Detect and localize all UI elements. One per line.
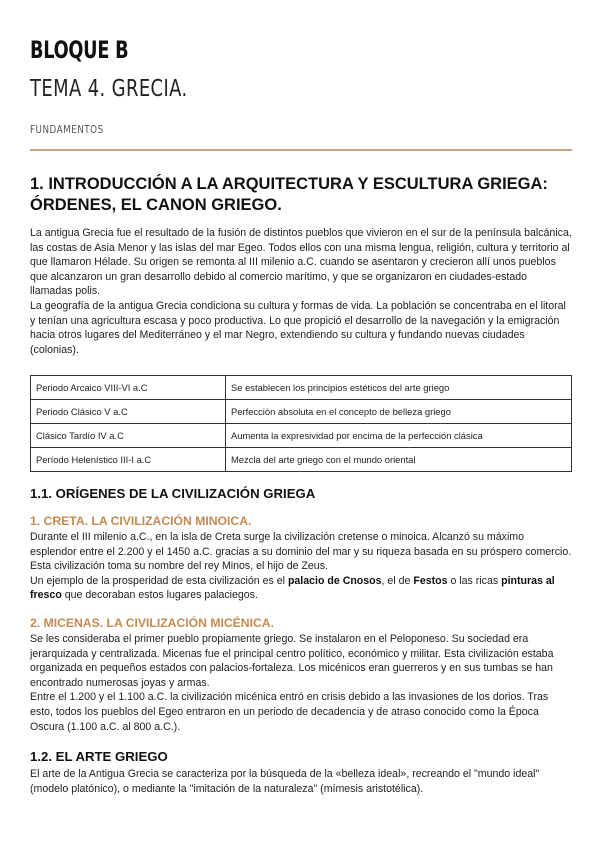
tema-title: TEMA 4. GRECIA.	[30, 76, 188, 102]
pinturas-fresco-text: pinturas al fresco	[30, 574, 555, 602]
description-cell: Aumenta la expresividad por encima de la perfección clásica	[226, 424, 572, 448]
section-1-2-heading: 1.2. EL ARTE GRIEGO	[30, 749, 168, 764]
micenas-text	[30, 632, 572, 734]
micenas-paragraph-1: Se les consideraba el primer pueblo propiamente griego. Se instalaron en el Peloponeso. Su sociedad era jerarquizada y centralizada. Micenas fue el principal centro político, económico y militar. Esta civilización estaba organizada en pequeños estados con palacios-fortaleza. Los micénicos eran guerreros y en sus tumbas se han encontrado numerosas joyas y armas.	[30, 633, 554, 689]
micenas-heading: 2. MICENAS. LA CIVILIZACIÓN MICÉNICA.	[30, 616, 274, 630]
intro-text	[30, 226, 572, 357]
period-cell: Período Helenístico III-I a.C	[31, 448, 226, 472]
intro-paragraph-2: La geografía de la antigua Grecia condiciona su cultura y formas de vida. La población se concentraba en el litoral y tenían una agricultura escasa y poco productiva. Lo que propició el desarrollo de la navegación y la emigración hacia otros lugares del Mediterráneo y el mar Negro, extendiendo su cultura y fundando nuevas ciudades (colonias).	[30, 299, 566, 356]
section-1-1-heading: 1.1. ORÍGENES DE LA CIVILIZACIÓN GRIEGA	[30, 486, 316, 501]
description-cell: Perfección absoluta en el concepto de belleza griego	[226, 400, 572, 424]
creta-paragraph-1: Durante el III milenio a.C., en la isla de Creta surge la civilización cretense o minoica. Alcanzó su máximo esplendor entre el 2.200 y el 1450 a.C. gracias a su dominio del mar y su riqueza basada en su próspero comercio. Esta civilización toma su nombre del rey Minos, el hijo de Zeus.	[30, 531, 572, 573]
period-cell: Clásico Tardío IV a.C	[31, 424, 226, 448]
section-1-heading	[30, 174, 590, 216]
creta-paragraph-2: Un ejemplo de la prosperidad de esta civilización es el palacio de Cnosos, el de Festos o las ricas pinturas al fresco que decoraban estos lugares palaciegos.	[30, 574, 555, 602]
description-cell: Se establecen los principios estéticos del arte griego	[226, 376, 572, 400]
bloque-title: BLOQUE B	[30, 36, 129, 64]
arte-griego-paragraph-1: El arte de la Antigua Grecia se caracteriza por la búsqueda de la «belleza ideal», recreando el "mundo ideal" (modelo platónico), o mediante la "imitación de la naturaleza" (mímesis aristotélica).	[30, 768, 540, 795]
period-cell: Periodo Clásico V a.C	[31, 400, 226, 424]
category-label: FUNDAMENTOS	[30, 123, 104, 136]
micenas-paragraph-2: Entre el 1.200 y el 1.100 a.C. la civilización micénica entró en crisis debido a las invasiones de los dorios. Tras esto, todos los pueblos del Egeo entraron en un periodo de decadencia y de atraso conocido como la Época Oscura (1.100 a.C. al 800 a.C.).	[30, 691, 549, 733]
description-cell: Mezcla del arte griego con el mundo oriental	[226, 448, 572, 472]
period-cell: Periodo Arcaico VIII-VI a.C	[31, 376, 226, 400]
creta-text	[30, 530, 572, 603]
periods-table	[30, 375, 572, 472]
creta-heading: 1. CRETA. LA CIVILIZACIÓN MINOICA.	[30, 514, 252, 528]
table-row	[31, 448, 572, 472]
arte-griego-text	[30, 767, 572, 796]
header-divider	[30, 149, 572, 151]
table-row	[31, 424, 572, 448]
intro-paragraph-1: La antigua Grecia fue el resultado de la fusión de distintos pueblos que vivieron en el sur de la península balcánica, las costas de Asia Menor y las islas del mar Egeo. Todos ellos con una misma lengua, religión, cultura y territorio al que llamaron Hélade. Su origen se remonta al III milenio a.C. cuando se asentaron y crecieron allí unos pueblos que alcanzaron un gran desarrollo debido al comercio marítimo, y que se organizaron en ciudades-estado llamadas polis.	[30, 227, 572, 298]
festos-text: Festos	[413, 574, 448, 587]
section-1-heading-line2: ÓRDENES, EL CANON GRIEGO.	[30, 196, 282, 214]
table-row	[31, 400, 572, 424]
table-row	[31, 376, 572, 400]
section-1-heading-line1: 1. INTRODUCCIÓN A LA ARQUITECTURA Y ESCULTURA GRIEGA:	[30, 175, 548, 193]
palacio-cnosos-text: palacio de Cnosos	[287, 574, 382, 587]
